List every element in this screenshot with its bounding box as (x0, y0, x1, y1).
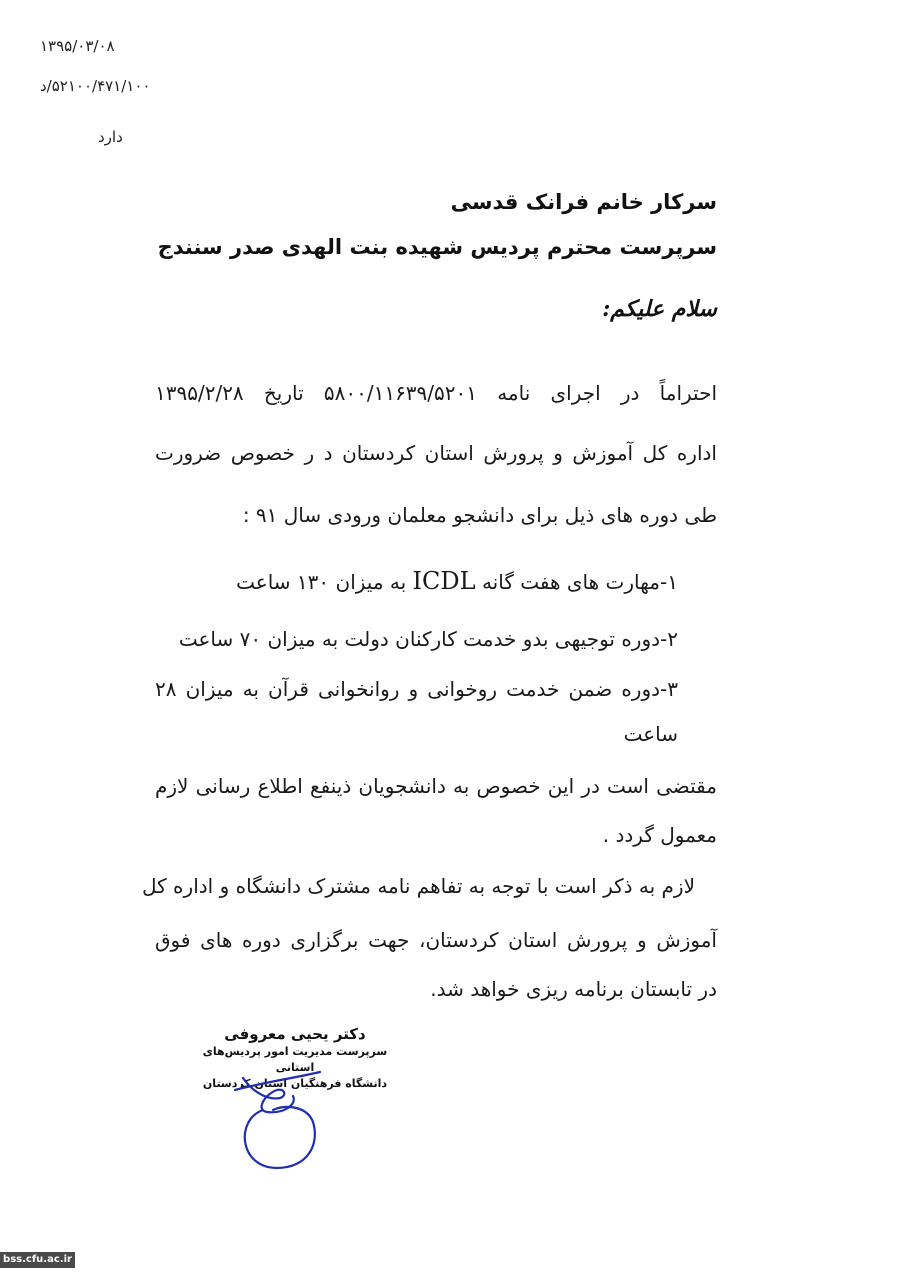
footer-site-label: bss.cfu.ac.ir (0, 1252, 75, 1268)
signatory-name: دکتر یحیی معروفی (224, 1025, 366, 1043)
signatory-position: سرپرست مدیریت امور پردیس‌های استانی (202, 1045, 388, 1074)
list-item-1 (236, 567, 678, 595)
list-item-2: ۲-دوره توجیهی بدو خدمت کارکنان دولت به میزان ۷۰ ساعت (178, 627, 678, 651)
handwritten-signature (225, 1060, 335, 1175)
body-line: مقتضی است در این خصوص به دانشجویان ذینفع اطلاع رسانی لازم (155, 774, 717, 798)
body-line: طی دوره های ذیل برای دانشجو معلمان ورودی سال ۹۱ : (242, 503, 717, 527)
list-item-1-post: به میزان ۱۳۰ ساعت (236, 570, 407, 594)
body-line: در تابستان برنامه ریزی خواهد شد. (430, 977, 717, 1001)
signatory-organization: دانشگاه فرهنگیان استان کردستان (202, 1077, 388, 1090)
body-line: معمول گردد . (602, 823, 717, 847)
letter-attachment: دارد (98, 128, 123, 146)
list-item-3: ۳-دوره ضمن خدمت روخوانی و روانخوانی قرآن به میزان ۲۸ (155, 677, 678, 701)
letter-date: ۱۳۹۵/۰۳/۰۸ (40, 37, 115, 55)
recipient-name: سرکار خانم فرانک قدسی (450, 190, 717, 214)
body-line: احتراماً در اجرای نامه ۵۸۰۰/۱۱۶۳۹/۵۲۰۱ تاریخ ۱۳۹۵/۲/۲۸ (155, 381, 717, 405)
body-line: اداره کل آموزش و پرورش استان کردستان د ر خصوص ضرورت (155, 441, 717, 465)
body-line: آموزش و پرورش استان کردستان، جهت برگزاری دوره های فوق (155, 928, 717, 952)
list-item-1-icdl: ICDL (412, 567, 476, 595)
greeting: سلام علیکم: (602, 296, 717, 322)
letter-number: ۵۲۱۰۰/۴۷۱/۱۰۰/د (40, 77, 151, 95)
list-item-3-continued: ساعت (623, 722, 678, 746)
list-item-1-pre: ۱-مهارت های هفت گانه (481, 570, 678, 594)
recipient-title: سرپرست محترم پردیس شهیده بنت الهدی صدر سنندج (157, 235, 717, 259)
body-line: لازم به ذکر است با توجه به تفاهم نامه مشترک دانشگاه و اداره کل (142, 874, 695, 898)
